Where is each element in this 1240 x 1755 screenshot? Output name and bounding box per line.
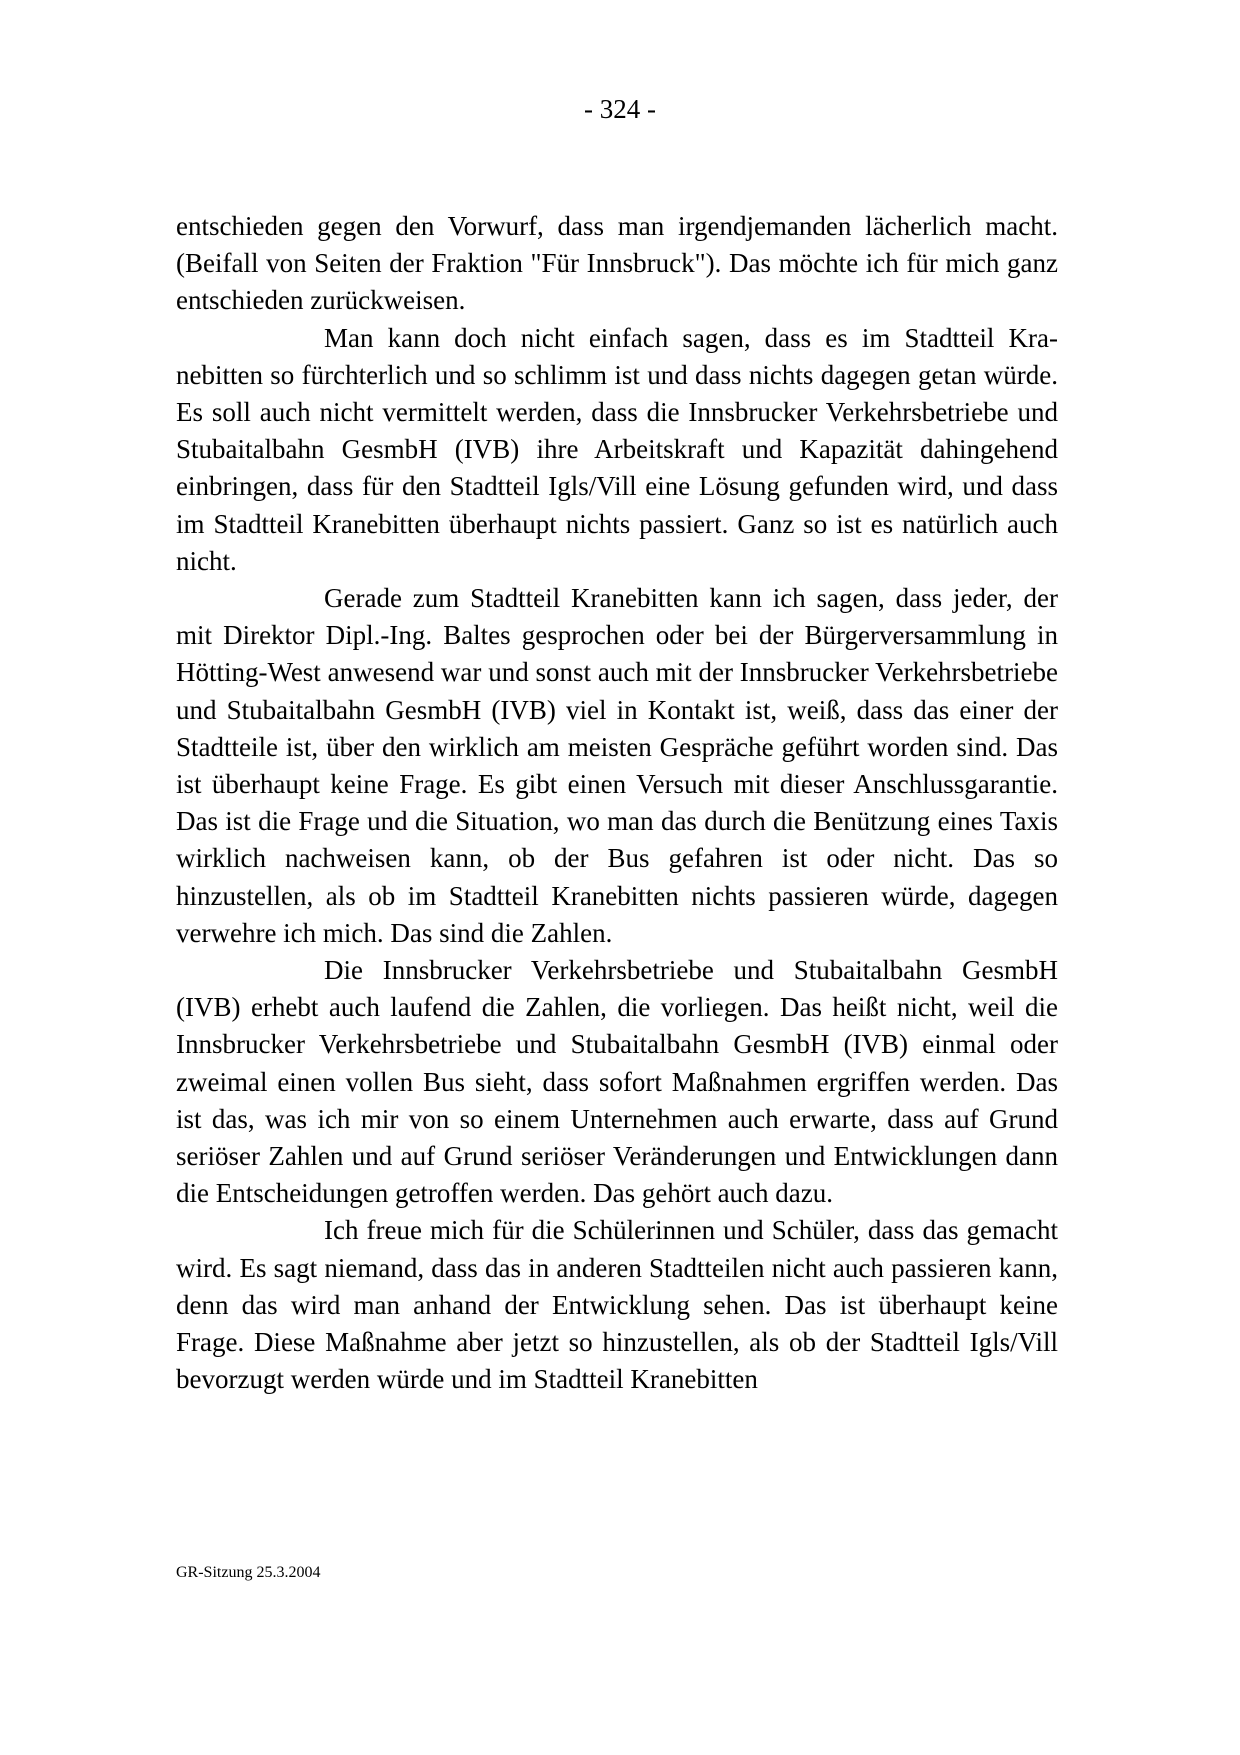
body-text: [176, 208, 1058, 1399]
page-number: - 324 -: [584, 94, 656, 124]
paragraph-continued: entschieden gegen den Vorwurf, dass man irgendjemanden lächerlich macht. (Beifall von Seiten der Fraktion "Für Innsbruck"). Das möchte ich für mich ganz entschieden zurückweisen.: [176, 211, 1058, 316]
footer-session-date: GR-Sitzung 25.3.2004: [176, 1564, 321, 1581]
paragraph: Ich freue mich für die Schülerinnen und Schüler, dass das gemacht wird. Es sagt niemand, dass das in anderen Stadtteilen nicht auch passieren kann, denn das wird man anhand der Entwicklung sehen. Das ist überhaupt keine Frage. Diese Maßnahme aber jetzt so hinzustellen, als ob der Stadtteil Igls/Vill bevorzugt werden würde und im Stadtteil Kranebitten: [176, 1215, 1058, 1395]
paragraph: Man kann doch nicht einfach sagen, dass es im Stadtteil Kranebitten so fürchterlich und so schlimm ist und dass nichts dagegen getan würde. Es soll auch nicht vermittelt werden, dass die Innsbrucker Verkehrsbetriebe und Stubaitalbahn GesmbH (IVB) ihre Arbeitskraft und Kapazität dahingehend einbringen, dass für den Stadtteil Igls/Vill eine Lösung gefunden wird, und dass im Stadtteil Kranebitten überhaupt nichts passiert. Ganz so ist es natürlich auch nicht.: [176, 322, 1058, 576]
paragraph: Die Innsbrucker Verkehrsbetriebe und Stubaitalbahn GesmbH (IVB) erhebt auch laufend die Zahlen, die vorliegen. Das heißt nicht, weil die Innsbrucker Verkehrsbetriebe und Stubaitalbahn GesmbH (IVB) einmal oder zweimal einen vollen Bus sieht, dass sofort Maßnahmen ergriffen werden. Das ist das, was ich mir von so einem Unternehmen auch erwarte, dass auf Grund seriöser Zahlen und auf Grund seriöser Veränderungen und Entwicklungen dann die Entscheidungen getroffen werden. Das gehört auch dazu.: [176, 955, 1058, 1209]
paragraph: Gerade zum Stadtteil Kranebitten kann ich sagen, dass jeder, der mit Direktor Dipl.-Ing. Baltes gesprochen oder bei der Bürgerversammlung in Hötting-West anwesend war und sonst auch mit der Innsbrucker Verkehrsbetriebe und Stubaitalbahn GesmbH (IVB) viel in Kontakt ist, weiß, dass das einer der Stadtteile ist, über den wirklich am meisten Gespräche geführt worden sind. Das ist überhaupt keine Frage. Es gibt einen Versuch mit dieser Anschlussgarantie. Das ist die Frage und die Situation, wo man das durch die Benützung eines Taxis wirklich nachweisen kann, ob der Bus gefahren ist oder nicht. Das so hinzustellen, als ob im Stadtteil Kranebitten nichts passieren würde, dagegen verwehre ich mich. Das sind die Zahlen.: [176, 583, 1058, 948]
